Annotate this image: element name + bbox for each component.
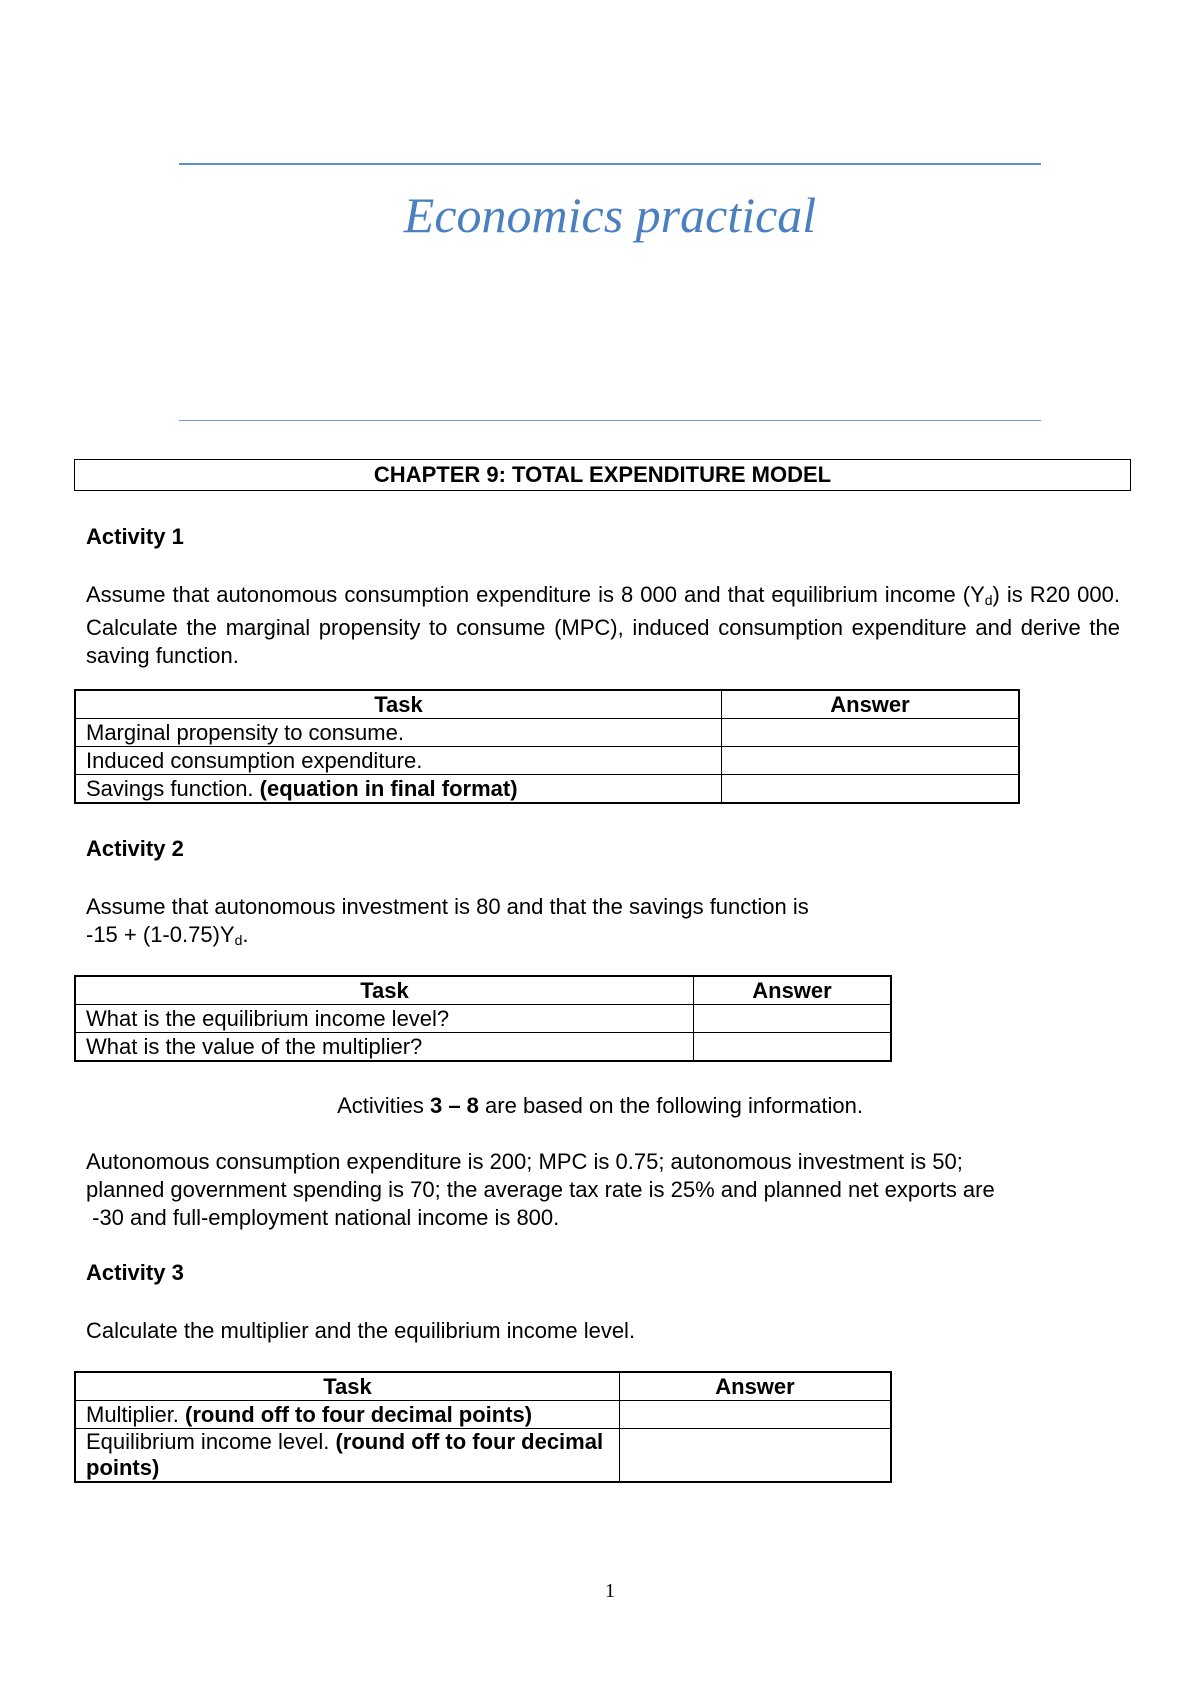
answer-cell[interactable] — [694, 1005, 892, 1033]
table-row — [75, 775, 1019, 804]
answer-cell[interactable] — [620, 1429, 892, 1483]
document-title: Economics practical — [403, 187, 817, 243]
table-row — [75, 719, 1019, 747]
table-row — [75, 1033, 891, 1062]
answer-cell[interactable] — [722, 719, 1020, 747]
answer-cell[interactable] — [722, 747, 1020, 775]
task-cell: Equilibrium income level. (round off to four decimal points) — [75, 1429, 620, 1483]
task-header: Task — [75, 690, 722, 719]
activity-3-table — [74, 1371, 892, 1483]
page-number: 1 — [605, 1580, 615, 1602]
activity-1-table — [74, 689, 1020, 804]
task-cell: Multiplier. (round off to four decimal points) — [75, 1401, 620, 1429]
activities-info: Autonomous consumption expenditure is 200; MPC is 0.75; autonomous investment is 50; planned government spending is 70; the average tax rate is 25% and planned net exports are -30 and full-employment national income is 800. — [86, 1149, 995, 1230]
activities-intro: Activities 3 – 8 are based on the following information. — [337, 1093, 863, 1118]
activity-2-heading: Activity 2 — [86, 836, 184, 861]
task-cell: Marginal propensity to consume. — [75, 719, 722, 747]
task-header: Task — [75, 976, 694, 1005]
answer-cell[interactable] — [694, 1033, 892, 1062]
table-row — [75, 1429, 891, 1483]
table-row — [75, 1005, 891, 1033]
table-row — [75, 747, 1019, 775]
answer-header: Answer — [694, 976, 892, 1005]
table-header-row — [75, 690, 1019, 719]
task-cell: Induced consumption expenditure. — [75, 747, 722, 775]
activity-3-text: Calculate the multiplier and the equilibrium income level. — [86, 1318, 636, 1343]
activity-1-text: Assume that autonomous consumption expenditure is 8 000 and that equilibrium income $(Y_d)$ is R20 000. Calculate the marginal propensity to consume (MPC), induced consumption expenditure and derive the saving function. — [86, 582, 1120, 668]
task-cell: What is the equilibrium income level? — [75, 1005, 694, 1033]
table-header-row — [75, 976, 891, 1005]
title-rule-bottom — [179, 420, 1041, 421]
table-row — [75, 1401, 891, 1429]
table-header-row — [75, 1372, 891, 1401]
answer-header: Answer — [620, 1372, 892, 1401]
answer-cell[interactable] — [620, 1401, 892, 1429]
activity-1-heading: Activity 1 — [86, 524, 184, 549]
answer-header: Answer — [722, 690, 1020, 719]
task-header: Task — [75, 1372, 620, 1401]
activity-3-heading: Activity 3 — [86, 1260, 184, 1285]
activity-2-text: Assume that autonomous investment is 80 and that the savings function is $-15 + (1-0.75)Y_d$. — [86, 894, 809, 948]
title-rule-top — [179, 163, 1041, 165]
task-cell: Savings function. (equation in final format) — [75, 775, 722, 804]
activity-2-table — [74, 975, 892, 1062]
answer-cell[interactable] — [722, 775, 1020, 804]
chapter-heading: CHAPTER 9: TOTAL EXPENDITURE MODEL — [74, 459, 1131, 491]
task-cell: What is the value of the multiplier? — [75, 1033, 694, 1062]
